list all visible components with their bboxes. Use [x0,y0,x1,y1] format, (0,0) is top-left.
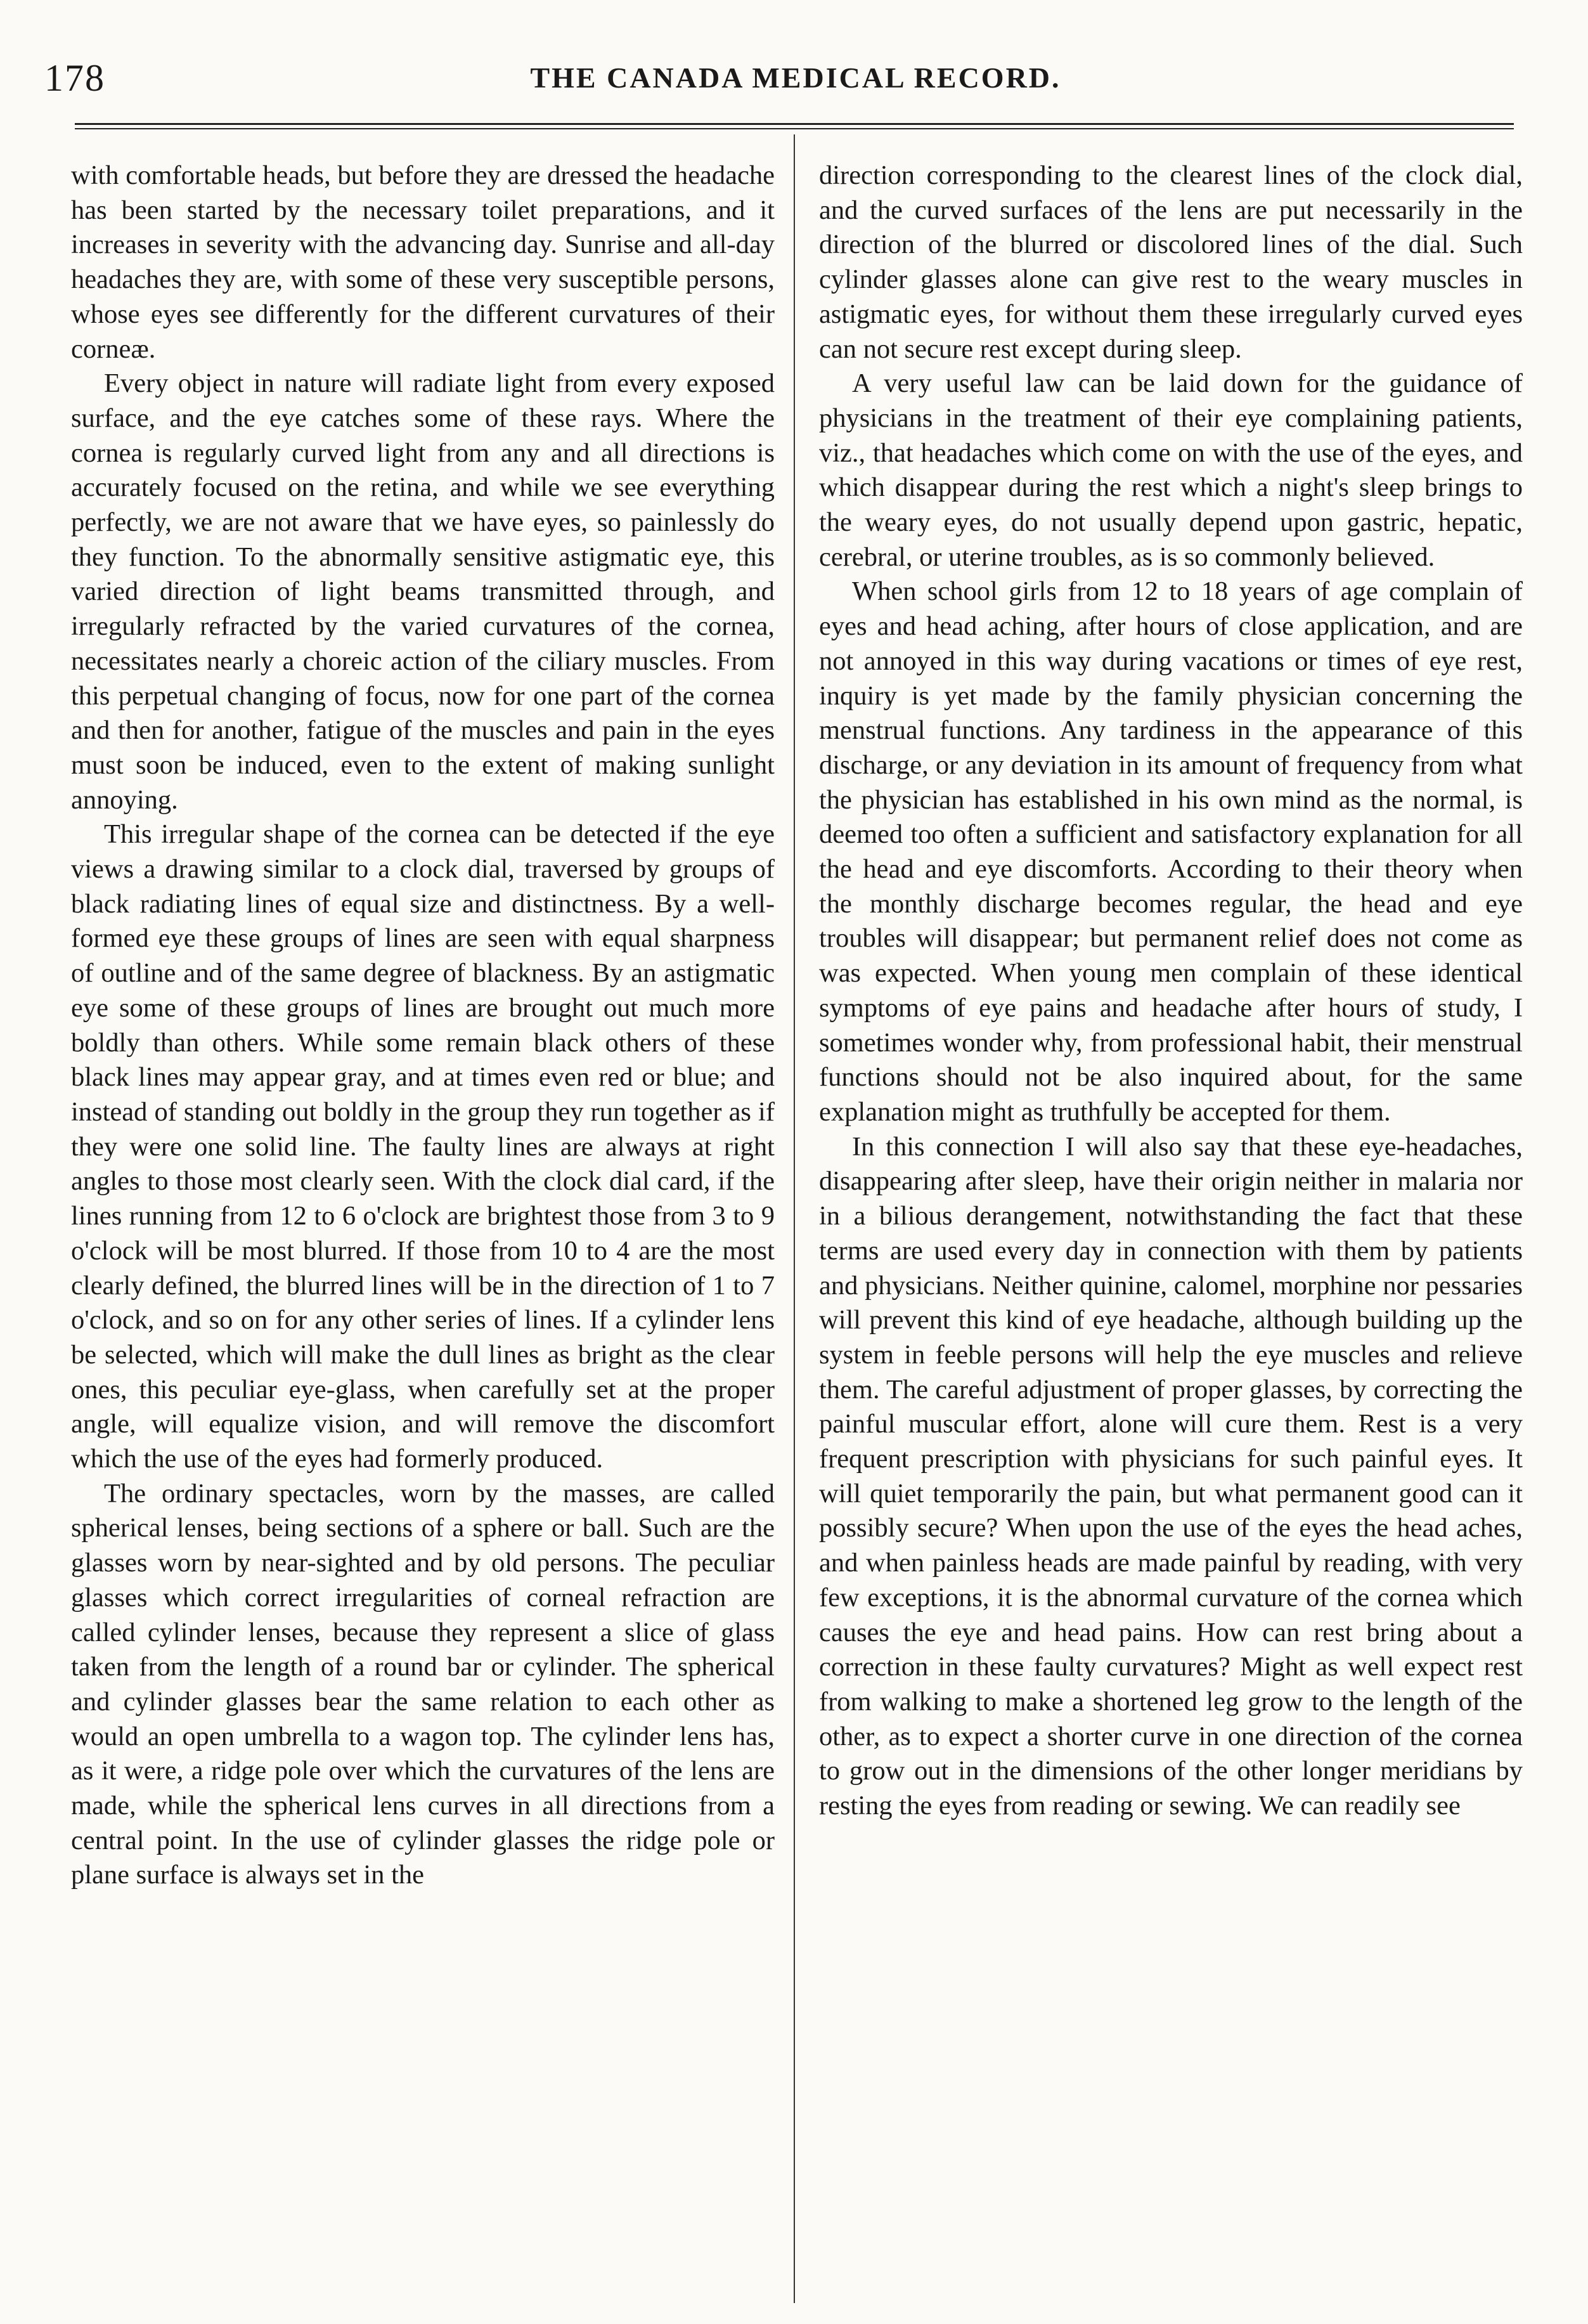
paragraph: The ordinary spectacles, worn by the masses, are called spherical lenses, being sections of a sphere or ball. Such are the glasses worn by near-sighted and by old persons. The peculiar glasses which correct irregularities of corneal refraction are called cylinder lenses, because they represent a slice of glass taken from the length of a round bar or cylinder. The spherical and cylinder glasses bear the same relation to each other as would an open umbrella to a wagon top. The cylinder lens has, as it were, a ridge pole over which the curvatures of the lens are made, while the spherical lens curves in all directions from a central point. In the use of cylinder glasses the ridge pole or plane surface is always set in the [71,1478,775,1890]
left-column [71,159,775,2308]
header-rule-top [75,123,1514,125]
paragraph: When school girls from 12 to 18 years of age complain of eyes and head aching, after hours of close application, and are not annoyed in this way during vacations or times of eye rest, inquiry is yet made by the family physician concerning the menstrual functions. Any tardiness in the appearance of this discharge, or any deviation in its amount of frequency from what the physician has established in his own mind as the normal, is deemed too often a sufficient and satisfactory explanation for all the head and eye discomforts. According to their theory when the monthly discharge becomes regular, the head and eye troubles will disappear; but permanent relief does not come as was expected. When young men complain of these identical symptoms of eye pains and headache after hours of study, I sometimes wonder why, from professional habit, their menstrual functions should not be also inquired about, for the same explanation might as truthfully be accepted for them. [819,576,1523,1127]
paragraph: A very useful law can be laid down for the guidance of physicians in the treatment of their eye complaining patients, viz., that headaches which come on with the use of the eyes, and which disappear during the rest which a night's sleep brings to the weary eyes, do not usually depend upon gastric, hepatic, cerebral, or uterine troubles, as is so commonly believed. [819,368,1523,572]
column-divider [794,134,795,2303]
running-title: THE CANADA MEDICAL RECORD. [530,62,1061,94]
paragraph: with comfortable heads, but before they are dressed the headache has been started by the necessary toilet preparations, and it increases in severity with the advancing day. Sunrise and all-day headaches they are, with some of these very susceptible persons, whose eyes see differently for the different curvatures of their corneæ. [71,160,775,364]
right-column [819,159,1523,2308]
header-rule-bottom [75,128,1514,129]
paragraph: Every object in nature will radiate light from every exposed surface, and the eye catches some of these rays. Where the cornea is regularly curved light from any and all directions is accurately focused on the retina, and while we see everything perfectly, we are not aware that we have eyes, so painlessly do they function. To the abnormally sensitive astigmatic eye, this varied direction of light beams transmitted through, and irregularly refracted by the varied curvatures of the cornea, necessitates nearly a choreic action of the ciliary muscles. From this perpetual changing of focus, now for one part of the cornea and then for another, fatigue of the muscles and pain in the eyes must soon be induced, even to the extent of making sunlight annoying. [71,368,775,815]
paragraph: direction corresponding to the clearest lines of the clock dial, and the curved surfaces of the lens are put necessarily in the direction of the blurred or discolored lines of the dial. Such cylinder glasses alone can give rest to the weary muscles in astigmatic eyes, for without them these irregularly curved eyes can not secure rest except during sleep. [819,160,1523,364]
page-header [44,56,1547,100]
paragraph: In this connection I will also say that these eye-headaches, disappearing after sleep, have their origin neither in malaria nor in a bilious derangement, notwithstanding the fact that these terms are used every day in connection with them by patients and physicians. Neither quinine, calomel, morphine nor pessaries will prevent this kind of eye headache, although building up the system in feeble persons will help the eye muscles and relieve them. The careful adjustment of proper glasses, by correcting the painful muscular effort, alone will cure them. Rest is a very frequent prescription with physicians for such painful eyes. It will quiet temporarily the pain, but what permanent good can it possibly secure? When upon the use of the eyes the head aches, and when painless heads are made painful by reading, with very few exceptions, it is the abnormal curvature of the cornea which causes the eye and head pains. How can rest bring about a correction in these faulty curvatures? Might as well expect rest from walking to make a shortened leg grow to the length of the other, as to expect a shorter curve in one direction of the cornea to grow out in the dimensions of the other longer meridians by resting the eyes from reading or sewing. We can readily see [819,1131,1523,1821]
page-number: 178 [44,57,105,99]
paragraph: This irregular shape of the cornea can be detected if the eye views a drawing similar to a clock dial, traversed by groups of black radiating lines of equal size and distinctness. By a well-formed eye these groups of lines are seen with equal sharpness of outline and of the same degree of blackness. By an astigmatic eye some of these groups of lines are brought out much more boldly than others. While some remain black others of these black lines may appear gray, and at times even red or blue; and instead of standing out boldly in the group they run together as if they were one solid line. The faulty lines are always at right angles to those most clearly seen. With the clock dial card, if the lines running from 12 to 6 o'clock are brightest those from 3 to 9 o'clock will be most blurred. If those from 10 to 4 are the most clearly defined, the blurred lines will be in the direction of 1 to 7 o'clock, and so on for any other series of lines. If a cylinder lens be selected, which will make the dull lines as bright as the clear ones, this peculiar eye-glass, when carefully set at the proper angle, will equalize vision, and will remove the discomfort which the use of the eyes had formerly produced. [71,819,775,1474]
